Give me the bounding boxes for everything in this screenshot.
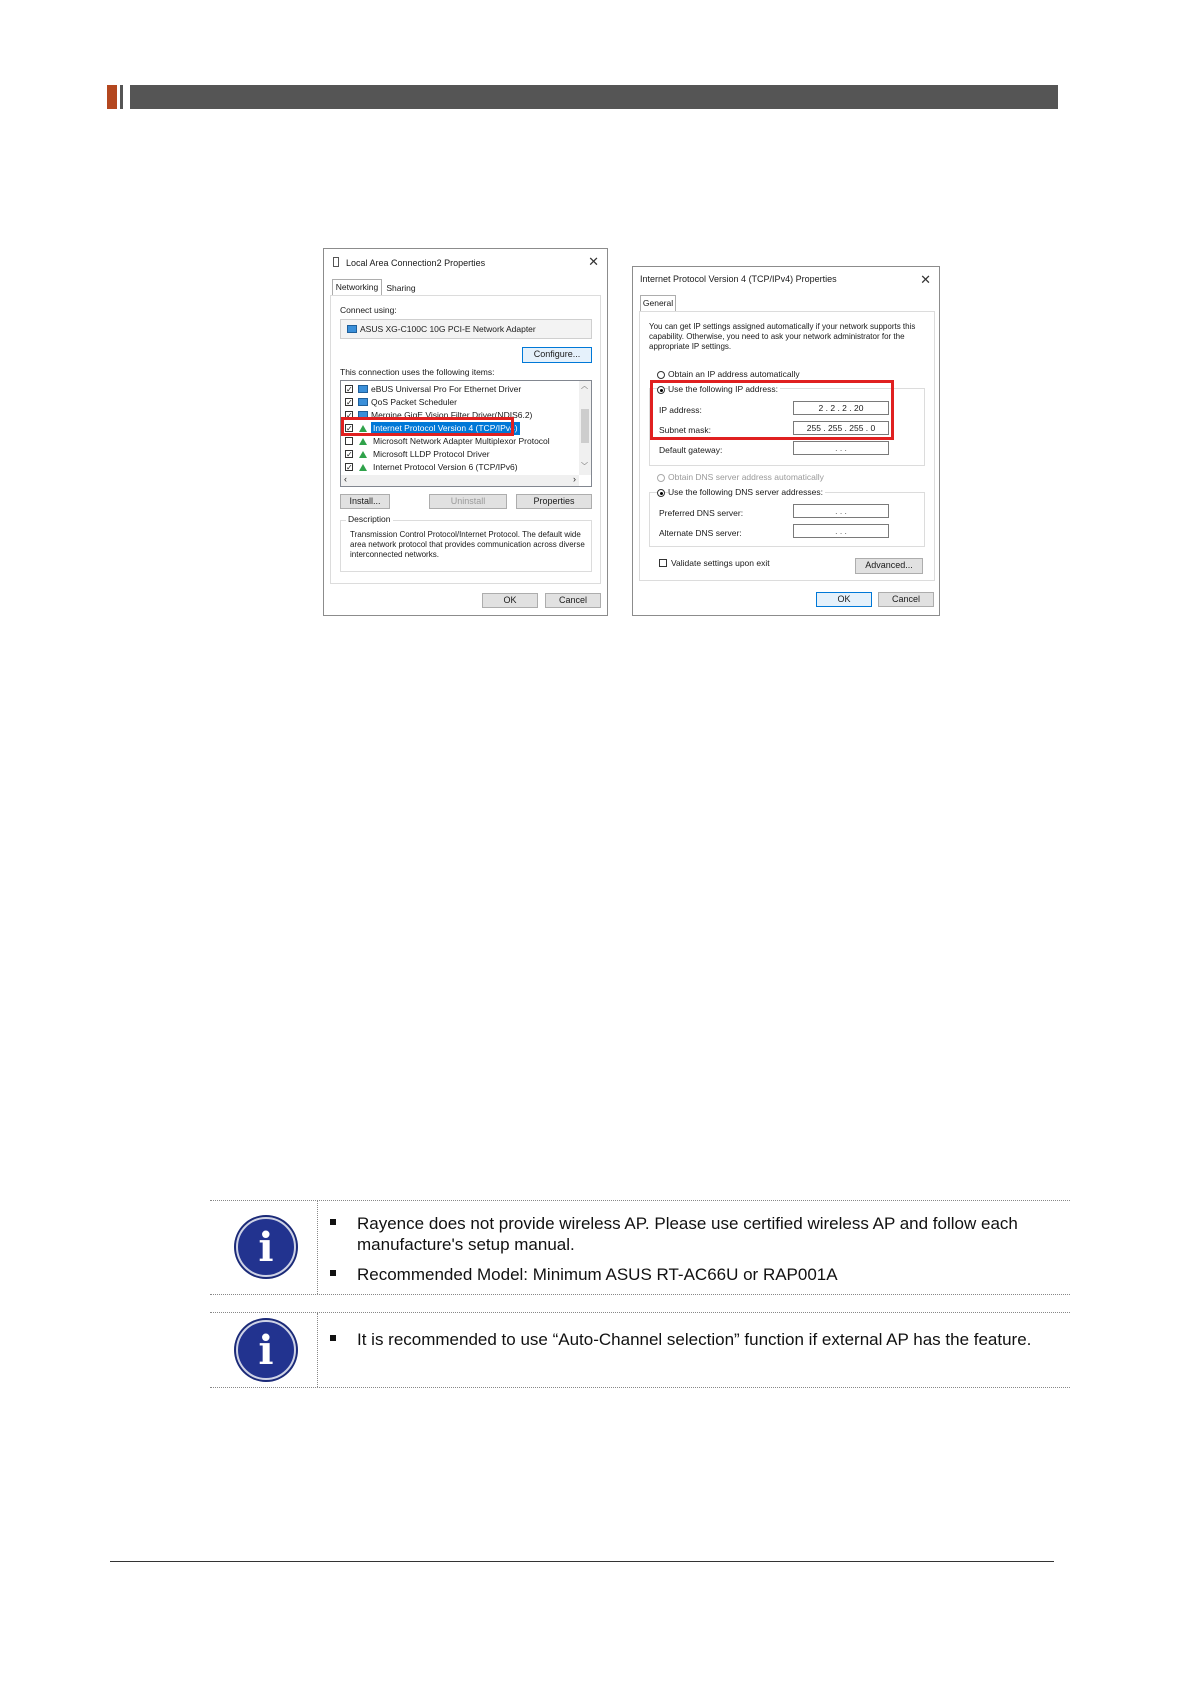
advanced-button-label: Advanced... [865, 560, 913, 570]
item-label: QoS Packet Scheduler [371, 397, 457, 407]
adapter-field [340, 319, 592, 339]
highlight-ipv4-item [341, 417, 514, 436]
advanced-button[interactable] [855, 558, 923, 574]
alternate-dns-field[interactable] [793, 524, 889, 538]
list-item[interactable] [345, 383, 575, 396]
description-label: Description [348, 514, 391, 524]
intro-text: You can get IP settings assigned automatically if your network supports this capability. Otherwise, you need to ask your network administrator for the appropriate IP settings. [649, 322, 916, 351]
item-checkbox[interactable]: ✓ [346, 385, 353, 394]
alternate-dns-value: . . . [835, 526, 847, 536]
uninstall-button[interactable] [429, 494, 507, 509]
ok-button-label: OK [503, 595, 517, 605]
info-note [210, 1312, 1070, 1388]
install-button-label: Install... [349, 496, 381, 506]
use-following-dns-radio[interactable] [657, 489, 665, 497]
list-item[interactable] [345, 435, 575, 448]
default-gateway-field[interactable] [793, 441, 889, 455]
ip-address-label: IP address: [659, 405, 702, 415]
network-adapter-icon [347, 325, 357, 333]
item-label: Internet Protocol Version 4 (TCP/IPv4) [373, 423, 518, 433]
obtain-ip-auto-radio[interactable] [657, 371, 665, 379]
protocol-icon [359, 438, 367, 445]
scroll-thumb[interactable] [581, 409, 589, 443]
install-button[interactable] [340, 494, 390, 509]
note-text: Rayence does not provide wireless AP. Please use certified wireless AP and follow each manufacture's setup manual. [357, 1214, 1018, 1254]
note-text: Recommended Model: Minimum ASUS RT-AC66U or RAP001A [357, 1265, 838, 1284]
obtain-dns-auto-label: Obtain DNS server address automatically [668, 472, 824, 482]
use-following-dns-label: Use the following DNS server addresses: [668, 487, 823, 497]
properties-button-label: Properties [533, 496, 575, 506]
tab-networking-label: Networking [335, 282, 379, 292]
cancel-button[interactable] [545, 593, 601, 608]
item-checkbox[interactable]: ✓ [346, 398, 353, 407]
ip-address-value: 2 . 2 . 2 . 20 [818, 403, 864, 413]
obtain-ip-auto-label: Obtain an IP address automatically [668, 369, 800, 379]
info-icon [236, 1217, 296, 1277]
list-item[interactable] [345, 396, 575, 409]
scroll-up-icon[interactable]: ︿ [581, 383, 588, 390]
cancel-button[interactable] [878, 592, 934, 607]
tab-general[interactable] [640, 295, 676, 311]
configure-button-label: Configure... [533, 349, 581, 359]
validate-checkbox[interactable] [659, 559, 667, 567]
dialog-title: Internet Protocol Version 4 (TCP/IPv4) Properties [640, 274, 837, 284]
item-label: eBUS Universal Pro For Ethernet Driver [371, 384, 522, 394]
subnet-mask-value: 255 . 255 . 255 . 0 [806, 423, 876, 433]
header-divider [120, 85, 123, 109]
vertical-scrollbar[interactable] [579, 381, 591, 475]
item-label: Microsoft Network Adapter Multiplexor Protocol [373, 436, 550, 446]
validate-label: Validate settings upon exit [671, 558, 770, 568]
footer-rule [110, 1561, 1054, 1562]
cancel-button-label: Cancel [558, 595, 587, 605]
note-text: It is recommended to use “Auto-Channel selection” function if external AP has the feature. [357, 1330, 1032, 1349]
configure-button[interactable] [522, 347, 592, 363]
default-gateway-value: . . . [835, 443, 847, 453]
highlight-ip-settings [650, 380, 894, 440]
use-following-ip-label: Use the following IP address: [668, 384, 778, 394]
properties-button[interactable] [516, 494, 592, 509]
item-checkbox[interactable]: ✓ [346, 411, 353, 420]
close-icon[interactable]: ✕ [588, 254, 599, 269]
scroll-right-icon[interactable]: › [573, 474, 576, 484]
item-label: Mergine GigE Vision Filter Driver(NDIS6.2) [371, 410, 533, 420]
ipv4-properties-dialog [632, 266, 940, 616]
adapter-name: ASUS XG-C100C 10G PCI-E Network Adapter [360, 324, 536, 334]
horizontal-scrollbar[interactable] [341, 475, 579, 486]
default-gateway-label: Default gateway: [659, 445, 723, 455]
header-accent [107, 85, 117, 109]
preferred-dns-label: Preferred DNS server: [659, 508, 744, 518]
note-divider [317, 1313, 318, 1387]
item-checkbox[interactable]: ✓ [346, 450, 353, 459]
uninstall-button-label: Uninstall [450, 496, 486, 506]
preferred-dns-field[interactable] [793, 504, 889, 518]
info-note [210, 1200, 1070, 1295]
dialog-title: Local Area Connection2 Properties [346, 258, 486, 268]
bullet-square [330, 1270, 336, 1276]
protocol-icon [359, 451, 367, 458]
close-icon[interactable]: ✕ [920, 272, 931, 287]
tab-sharing-label: Sharing [386, 283, 416, 293]
items-label: This connection uses the following items: [340, 367, 495, 377]
header-bar [130, 85, 1058, 109]
scroll-left-icon[interactable]: ‹ [344, 474, 347, 484]
item-checkbox[interactable] [345, 437, 353, 445]
bullet-square [330, 1219, 336, 1225]
ok-button-label: OK [837, 594, 851, 604]
description-text: Transmission Control Protocol/Internet Protocol. The default wide area network protocol that provides communication across diverse interconnected networks. [350, 530, 585, 559]
scroll-down-icon[interactable]: ﹀ [581, 463, 588, 470]
ok-button[interactable] [482, 593, 538, 608]
network-icon [358, 398, 368, 406]
network-icon [358, 385, 368, 393]
subnet-mask-label: Subnet mask: [659, 425, 711, 435]
list-item[interactable] [345, 448, 575, 461]
item-checkbox[interactable]: ✓ [346, 463, 353, 472]
preferred-dns-value: . . . [835, 506, 847, 516]
tab-networking[interactable] [332, 279, 382, 295]
note-divider [317, 1201, 318, 1294]
obtain-dns-auto-radio[interactable] [657, 474, 665, 482]
tab-sharing[interactable] [384, 282, 418, 295]
local-area-connection-dialog [323, 248, 608, 616]
item-label: Microsoft LLDP Protocol Driver [373, 449, 490, 459]
dns-settings-group [649, 492, 925, 547]
ok-button[interactable] [816, 592, 872, 607]
list-item[interactable] [345, 461, 575, 474]
connect-using-label: Connect using: [340, 305, 397, 315]
item-checkbox[interactable]: ✓ [346, 424, 353, 433]
cancel-button-label: Cancel [891, 594, 920, 604]
item-label: Internet Protocol Version 6 (TCP/IPv6) [373, 462, 518, 472]
info-icon-glyph: i [258, 1224, 274, 1271]
info-icon [236, 1320, 296, 1380]
bullet-square [330, 1335, 336, 1341]
tab-general-label: General [642, 298, 674, 308]
protocol-icon [359, 464, 367, 471]
info-icon-glyph: i [258, 1327, 274, 1374]
alternate-dns-label: Alternate DNS server: [659, 528, 742, 538]
network-adapter-icon [333, 257, 339, 267]
